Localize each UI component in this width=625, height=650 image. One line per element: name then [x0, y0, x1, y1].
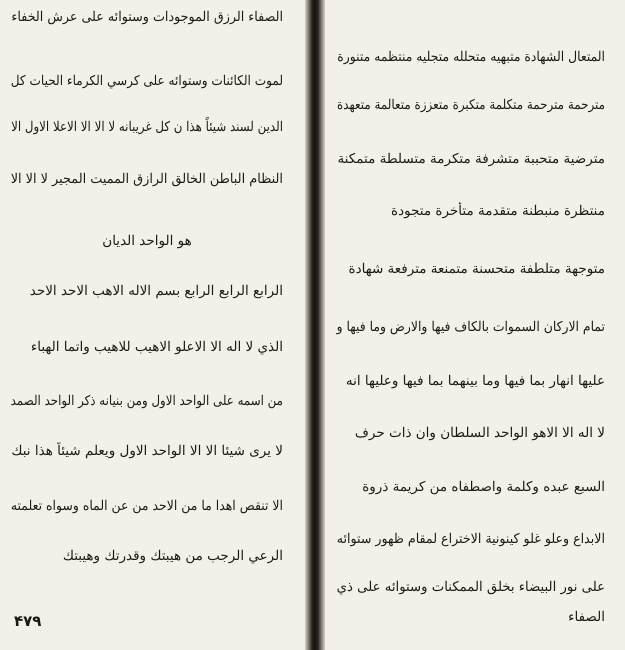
- right-page-line: المتعال الشهادة متبهيه متحلله متجليه منتظمه متنورة: [337, 49, 605, 65]
- right-page-line: الصفاء: [568, 609, 605, 625]
- right-page-line: تمام الاركان السموات بالكاف فيها والارض وما فيها و: [336, 319, 605, 335]
- left-page-line: الصفاء الرزق الموجودات وستوائه على عرش الخفاء: [11, 9, 284, 25]
- left-page-line: الرابع الرابع الرابع بسم الاله الاهب الاحد الاحد: [29, 283, 283, 299]
- left-page: [0, 0, 305, 650]
- right-page-line: عليها انهار بما فيها وما بينهما بما فيها وعليها انه: [345, 373, 605, 389]
- left-page-line: النظام الباطن الخالق الرازق المميت المجير لا الا الا: [10, 171, 283, 187]
- left-page-line: لموت الكائنات وستوائه على كرسي الكرماء الحيات كل: [10, 73, 284, 89]
- left-page-line: من اسمه على الواحد الاول ومن بنيانه ذكر الواحد الصمد: [10, 393, 283, 409]
- left-page-line: الذي لا اله الا الاعلو الاهيب للاهيب واتما الهباء: [30, 339, 283, 355]
- right-page-line: متوجهة متلطفة متحسنة متمنعة مترفعة شهادة: [348, 261, 605, 277]
- left-page-line: الا تنقص اهدا ما من الاحد من عن الماه وسواه تعلمته: [10, 498, 283, 514]
- right-page-line: منتظرة منبطنة متقدمة متأخرة متجودة: [391, 203, 605, 219]
- right-page-line: مترضية متحببة متشرفة متكرمة متسلطة متمكنة: [337, 151, 605, 167]
- left-page-line: الدين لسند شيئاً هذا ن كل غريبانه لا الا الا الاعلا الاول الا: [11, 119, 283, 135]
- book-gutter: [305, 0, 325, 650]
- left-page-line: الرعي الرجب من هيبتك وقدرتك وهيبتك: [62, 548, 283, 564]
- right-page-line: على نور البيضاء بخلق الممكنات وستوائه على ذي: [336, 579, 605, 595]
- right-page: [325, 0, 625, 650]
- right-page-line: الابداع وعلو غلو كينونية الاختراع لمقام ظهور ستوائه: [336, 531, 605, 547]
- right-page-line: مترحمة مترحمة متكلمة متكبرة متعززة متعالمة متعهدة: [337, 97, 605, 113]
- right-page-line: السبع عبده وكلمة واصطفاه من كريمة ذروة: [362, 479, 605, 495]
- left-page-line: هو الواحد الديان: [102, 233, 192, 249]
- left-page-line: لا يرى شيئا الا الا الواحد الاول ويعلم شيئاً هذا نبك: [11, 443, 283, 459]
- page-number: ۴۷۹: [14, 612, 42, 630]
- right-page-line: لا اله الا الاهو الواحد السلطان وان ذات حرف: [354, 425, 605, 441]
